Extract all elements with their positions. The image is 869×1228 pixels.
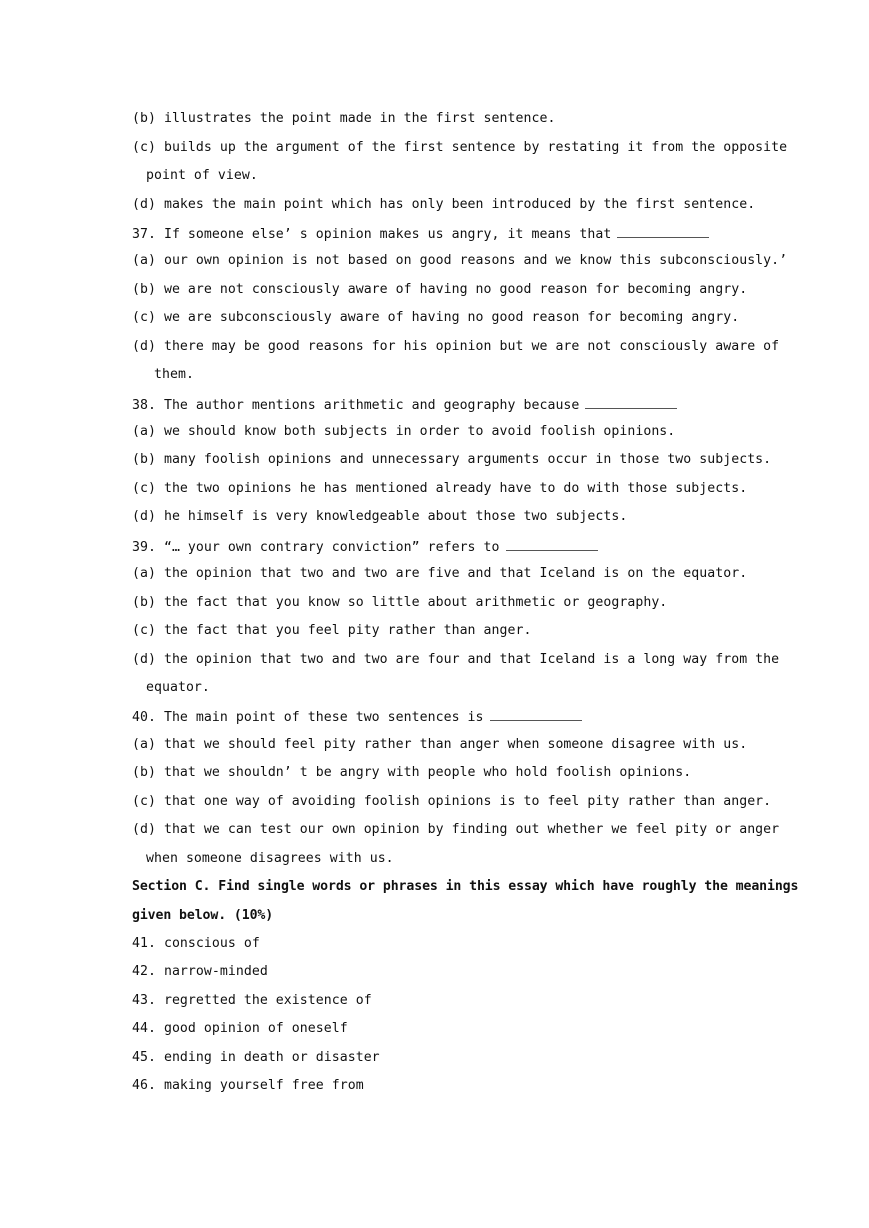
answer-blank [617,223,709,238]
q40-option-d-line2: when someone disagrees with us. [146,851,394,866]
q39-stem [132,536,598,558]
section-c-item: 44. good opinion of oneself [132,1021,348,1036]
q39-option-a: (a) the opinion that two and two are five and that Iceland is on the equator. [132,566,748,581]
q40-option-b: (b) that we shouldn’ t be angry with people who hold foolish opinions. [132,765,692,780]
q38-option-b: (b) many foolish opinions and unnecessary arguments occur in those two subjects. [132,452,772,467]
section-c-item: 43. regretted the existence of [132,993,372,1008]
q39-option-c: (c) the fact that you feel pity rather than anger. [132,623,532,638]
q38-stem-text: 38. The author mentions arithmetic and geography because [132,398,580,413]
q37-option-d-line2: them. [154,367,194,382]
section-c-item: 41. conscious of [132,936,260,951]
section-c-item: 42. narrow-minded [132,964,268,979]
q38-option-d: (d) he himself is very knowledgeable about those two subjects. [132,509,628,524]
q39-option-d-line1: (d) the opinion that two and two are four and that Iceland is a long way from the [132,652,780,667]
q40-option-c: (c) that one way of avoiding foolish opinions is to feel pity rather than anger. [132,794,772,809]
q40-option-a: (a) that we should feel pity rather than anger when someone disagree with us. [132,737,748,752]
answer-blank [585,394,677,409]
q38-option-a: (a) we should know both subjects in order to avoid foolish opinions. [132,424,676,439]
q38-option-c: (c) the two opinions he has mentioned already have to do with those subjects. [132,481,748,496]
q40-option-d-line1: (d) that we can test our own opinion by finding out whether we feel pity or anger [132,822,780,837]
q38-stem [132,394,677,416]
answer-blank [506,536,598,551]
q36-option-c-line1: (c) builds up the argument of the first sentence by restating it from the opposite [132,140,788,155]
answer-blank [490,706,582,721]
q37-stem [132,223,709,245]
q36-option-c-line2: point of view. [146,168,258,183]
q37-option-b: (b) we are not consciously aware of having no good reason for becoming angry. [132,282,748,297]
q37-option-d-line1: (d) there may be good reasons for his opinion but we are not consciously aware of [132,339,780,354]
q37-option-a: (a) our own opinion is not based on good reasons and we know this subconsciously.’ [132,253,788,268]
q37-option-c: (c) we are subconsciously aware of having no good reason for becoming angry. [132,310,740,325]
section-c-item: 45. ending in death or disaster [132,1050,380,1065]
q39-option-d-line2: equator. [146,680,210,695]
q39-stem-text: 39. “… your own contrary conviction” refers to [132,540,500,555]
q39-option-b: (b) the fact that you know so little about arithmetic or geography. [132,595,668,610]
q36-option-d: (d) makes the main point which has only been introduced by the first sentence. [132,197,756,212]
q40-stem-text: 40. The main point of these two sentences is [132,710,484,725]
q36-option-b: (b) illustrates the point made in the first sentence. [132,111,556,126]
q37-stem-text: 37. If someone else’ s opinion makes us angry, it means that [132,227,612,242]
section-c-heading-line1: Section C. Find single words or phrases in this essay which have roughly the meanings [132,879,799,894]
section-c-item: 46. making yourself free from [132,1078,364,1093]
section-c-heading-line2: given below. (10%) [132,908,274,923]
q40-stem [132,706,582,728]
